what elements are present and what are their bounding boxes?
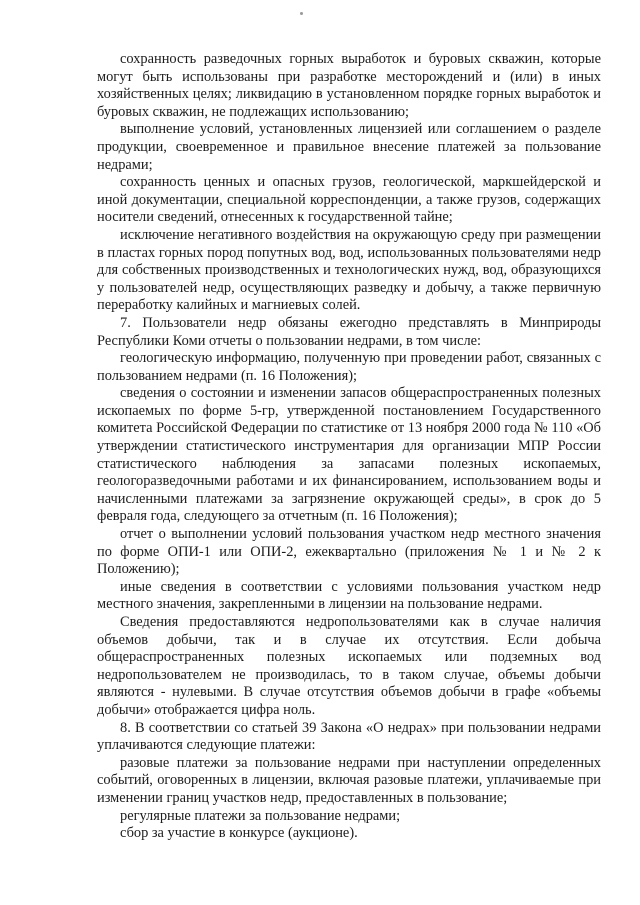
paragraph-section-7: 7. Пользователи недр обязаны ежегодно представлять в Минприроды Республики Коми отчеты о пользовании недрами, в том числе: (97, 314, 601, 349)
paragraph: сохранность ценных и опасных грузов, геологической, маркшейдерской и иной документации, специальной корреспонденции, а также грузов, содержащих носители сведений, отнесенных к государственной тайне; (97, 174, 601, 226)
paragraph: Сведения предоставляются недропользователями как в случае наличия объемов добычи, так и в случае их отсутствия. Если добыча общераспространенных полезных ископаемых или подземных вод недропользователем не производилась, то в таком случае, объемы добычи являются - нулевыми. В случае отсутствия объемов добычи в графе «объемы добычи» отображается цифра ноль. (97, 614, 601, 718)
paragraph: иные сведения в соответствии с условиями пользования участком недр местного значения, закрепленными в лицензии на пользование недрами. (97, 578, 601, 613)
paragraph-section-8: 8. В соответствии со статьей 39 Закона «О недрах» при пользовании недрами уплачиваются следующие платежи: (97, 719, 601, 754)
paragraph: отчет о выполнении условий пользования участком недр местного значения по форме ОПИ-1 или ОПИ-2, ежеквартально (приложения № 1 и № 2 к Положению); (97, 526, 601, 578)
paragraph: исключение негативного воздействия на окружающую среду при размещении в пластах горных пород попутных вод, вод, использованных пользователями недр для собственных производственных и технологических нужд, вод, образующихся у пользователей недр, осуществляющих разведку и добычу, а также первичную переработку калийных и магниевых солей. (97, 226, 601, 314)
paragraph: разовые платежи за пользование недрами при наступлении определенных событий, оговоренных в лицензии, включая разовые платежи, уплачиваемые при изменении границ участков недр, предоставленных в пользование; (97, 754, 601, 806)
paragraph: геологическую информацию, полученную при проведении работ, связанных с пользованием недрами (п. 16 Положения); (97, 350, 601, 384)
document-body (97, 51, 601, 843)
paragraph: сбор за участие в конкурсе (аукционе). (120, 825, 358, 842)
paragraph: регулярные платежи за пользование недрами; (120, 807, 401, 824)
paragraph: выполнение условий, установленных лицензией или соглашением о разделе продукции, своевременное и правильное внесение платежей за пользование недрами; (97, 121, 601, 173)
paragraph: сохранность разведочных горных выработок и буровых скважин, которые могут быть использованы при разработке месторождений и (или) в иных хозяйственных целях; ликвидацию в установленном порядке горных выработок и буровых скважин, не подлежащих использованию; (97, 51, 601, 120)
paragraph: сведения о состоянии и изменении запасов общераспространенных полезных ископаемых по форме 5-гр, утвержденной постановлением Государственного комитета Российской Федерации по статистике от 13 ноября 2000 года № 110 «Об утверждении статистического инструментария для организации МПР России статистического наблюдения за запасами полезных ископаемых, геологоразведочными работами и их финансированием, использованием воды и начисленными платежами за загрязнение окружающей среды», в срок до 5 февраля года, следующего за отчетным (п. 16 Положения); (97, 385, 601, 525)
scan-dot (300, 12, 303, 15)
